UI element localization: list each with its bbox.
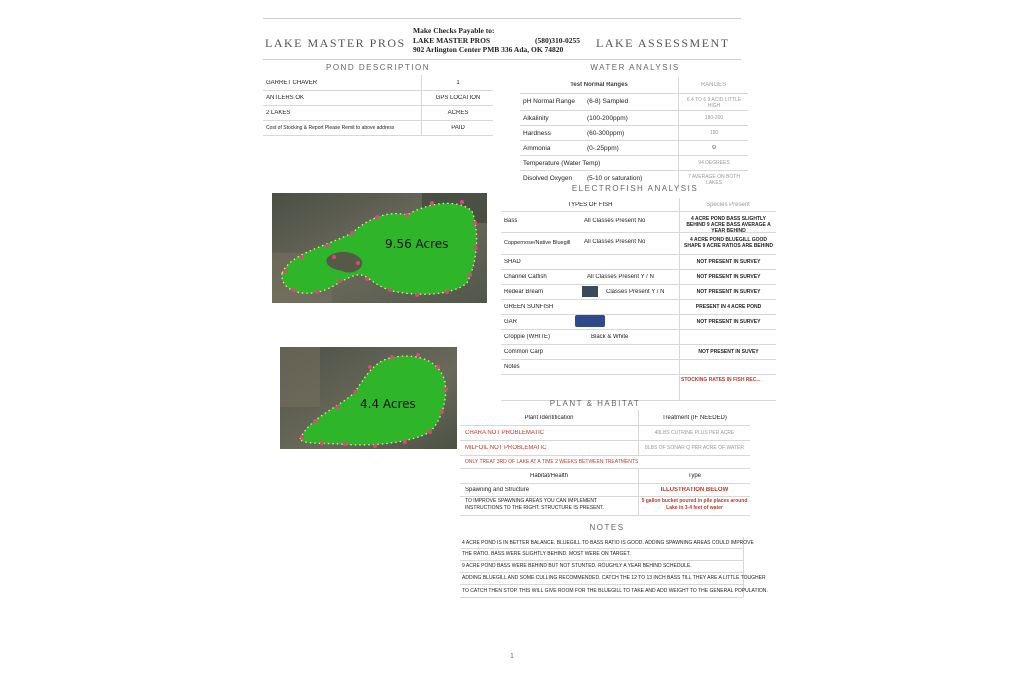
pond-description-title: POND DESCRIPTION <box>325 63 430 72</box>
note-line: 9 ACRE POND BASS WERE BEHIND BUT NOT STUNTED. ROUGHLY A YEAR BEHIND SCHEDULE. <box>460 560 743 573</box>
checks-line-3: 902 Arlington Center PMB 336 Ada, OK 74820 <box>413 45 564 54</box>
fish-row: Coppernose/Native Bluegill All Classes Present No 4 ACRE POND BLUEGILL GOOD SHAPE 9 ACRE RATIOS ARE BEHIND <box>501 232 776 255</box>
page-title: LAKE ASSESSMENT <box>596 36 730 50</box>
map-2-label: 4.4 Acres <box>360 397 416 411</box>
fish-row: Channel Catfish All Classes Present Y / N NOT PRESENT IN SURVEY <box>501 269 776 285</box>
habitat-row: TO IMPROVE SPAWNING AREAS YOU CAN IMPLEMENT INSTRUCTIONS TO THE RIGHT. STRUCTURE IS PRESENT. 5 gallon bucket poured in pile places around Lake in 3-4 feet of water <box>460 496 750 516</box>
pond-description-table <box>263 75 493 135</box>
water-analysis-table <box>520 77 748 189</box>
checks-line-1: Make Checks Payable to: <box>413 26 495 35</box>
header-top-rule <box>263 18 741 19</box>
pond-row: GARRET CHAVER 1 <box>263 75 493 91</box>
redear-photo <box>582 286 598 297</box>
plant-header-row: Plant Identification Treatment (IF NEEDED) <box>460 410 750 426</box>
notes-table <box>460 537 768 597</box>
pond-row: ANTLERS OK GPS LOCATION <box>263 90 493 106</box>
electrofish-title: ELECTROFISH ANALYSIS <box>571 184 699 193</box>
gar-photo <box>575 315 605 327</box>
water-row: Hardness (60-300ppm) 150 <box>520 125 748 141</box>
electrofish-table <box>501 198 776 400</box>
checks-line-2: LAKE MASTER PROS <box>413 35 491 45</box>
header-bottom-rule <box>263 59 741 60</box>
fish-row: Redear Bream Classes Present Y / N NOT PRESENT IN SURVEY <box>501 284 776 300</box>
map-1-label: 9.56 Acres <box>385 237 449 251</box>
plant-row: ONLY TREAT 3RD OF LAKE AT A TIME 2 WEEKS BETWEEN TREATMENTS <box>460 455 750 469</box>
lake-map-1 <box>272 193 487 303</box>
water-row: Disolved Oxygen (5-10 or saturation) 7 AVERAGE ON BOTH LAKES <box>523 174 740 186</box>
plant-habitat-title: PLANT & HABITAT <box>549 399 641 408</box>
pond-row: 2 LAKES ACRES <box>263 105 493 121</box>
pond-row: Cost of Stocking & Report Please Remit to above address PAID <box>263 120 493 136</box>
fish-row: Bass All Classes Present No 4 ACRE POND BASS SLIGHTLY BEHIND 9 ACRE BASS AVERAGE A YEAR BEHIND <box>501 211 776 233</box>
fish-row: Common Carp NOT PRESENT IN SUVEY <box>501 344 776 360</box>
water-row: Ammonia (0-.25ppm) 0 <box>520 140 748 156</box>
brand-name: LAKE MASTER PROS <box>265 36 406 50</box>
water-header-row: Test Normal Ranges RANGES <box>520 77 748 94</box>
notes-title: NOTES <box>589 523 625 532</box>
fish-row: SHAD NOT PRESENT IN SURVEY <box>501 254 776 270</box>
note-line: TO CATCH THEN STOP. THIS WILL GIVE ROOM FOR THE BLUEGILL TO TAKE AND ADD WEIGHT TO THE GENERAL POPULATION. <box>460 584 743 598</box>
lake-map-2 <box>280 347 457 449</box>
phone-number: (580)310-0255 <box>535 36 580 45</box>
electrofish-header-row: TYPES OF FISH Species Present <box>501 198 776 212</box>
fish-row: STOCKING RATES IN FISH REC... <box>501 374 776 401</box>
plant-row: CHARA NOT PROBLEMATIC 40LBS CUTRINE PLUS PER ACRE <box>460 425 750 441</box>
habitat-header-row: Habitat/Health Type <box>460 468 750 484</box>
note-line: ADDING BLUEGILL AND SOME CULLING RECOMMENDED. CATCH THE 12 TO 13 INCH BASS TILL THEY ARE A LITTLE TOUGHER <box>460 572 743 585</box>
note-line: THE RATIO. BASS WERE SLIGHTLY BEHIND. MOST WERE ON TARGET. <box>460 548 743 561</box>
note-line: 4 ACRE POND IS IN BETTER BALANCE. BLUEGILL TO BASS RATIO IS GOOD. ADDING SPAWNING AREAS COULD IMPROVE <box>460 537 743 549</box>
fish-row: Croppie (WHITE) Black & White <box>501 329 776 345</box>
habitat-row: Spawning and Structure ILLUSTRATION BELOW <box>460 483 750 497</box>
plant-row: MILFOIL NOT PROBLEMATIC 8LBS OF SONAR Q PER ACRE OF WATER <box>460 440 750 456</box>
water-row: pH Normal Range (6-8) Sampled 6.4 TO 6.9 ACID LITTLE HIGH <box>520 93 748 111</box>
fish-row: GAR NOT PRESENT IN SURVEY <box>501 314 776 330</box>
water-analysis-title: WATER ANALYSIS <box>590 63 680 72</box>
page-number: 1 <box>510 653 514 660</box>
plant-habitat-table <box>460 410 750 515</box>
water-row: Temperature (Water Temp) 94 DEGREES <box>520 155 748 171</box>
water-row: Alkalinity (100-200ppm) 180-200 <box>520 110 748 126</box>
fish-row: Notes <box>501 359 776 375</box>
fish-row: GREEN SUNFISH PRESENT IN 4 ACRE POND <box>501 299 776 315</box>
